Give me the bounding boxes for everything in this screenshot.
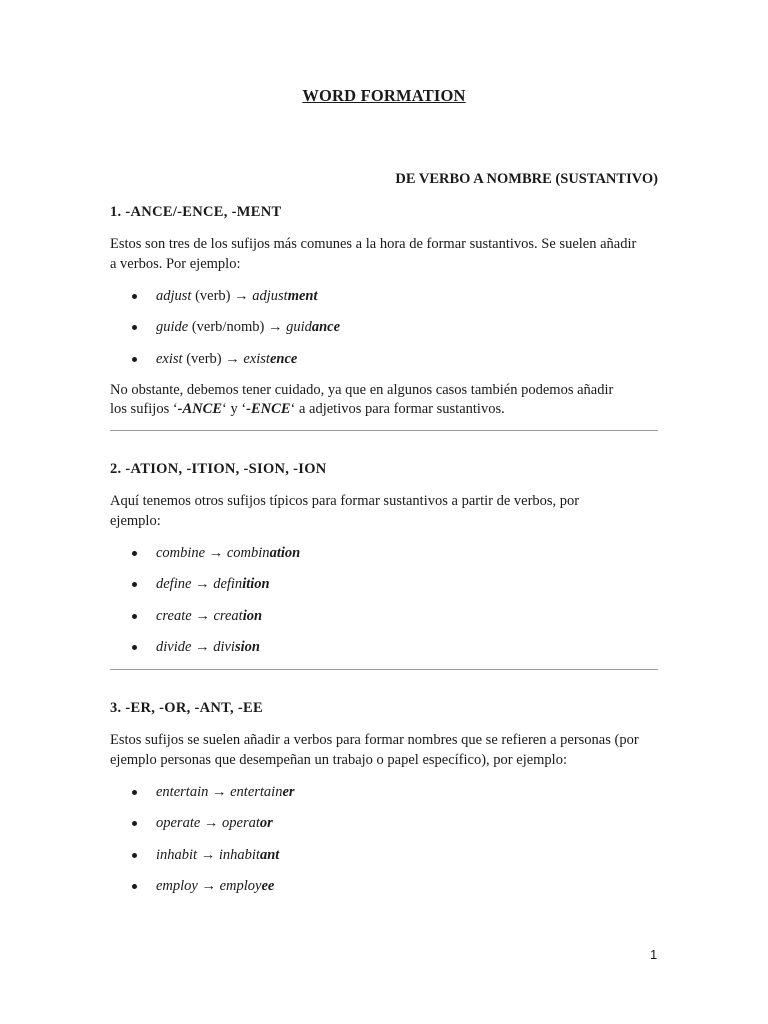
outro-line: No obstante, debemos tener cuidado, ya que en algunos casos también podemos añadir	[110, 381, 614, 398]
section-ation-ition-sion-ion	[110, 461, 658, 669]
list-item	[110, 318, 658, 349]
list-item	[110, 544, 658, 575]
example-stem: guid	[282, 319, 312, 336]
example-suffix: ment	[287, 288, 318, 304]
example-note: (verb)	[191, 288, 235, 304]
example-suffix: or	[259, 815, 273, 832]
example-stem: defin	[209, 576, 243, 593]
page-number: 1	[650, 947, 658, 962]
example-base: exist	[156, 350, 183, 367]
arrow-icon: →	[201, 877, 216, 894]
example-stem: employ	[216, 877, 262, 894]
example-suffix: ion	[242, 607, 263, 624]
section-intro: Estos sufijos se suelen añadir a verbos para formar nombres que se refieren a personas (por ejemplo personas que desempeñan un trabajo o papel específico), por ejemplo:	[110, 732, 639, 768]
arrow-icon: →	[208, 545, 224, 561]
example-note: (verb)	[182, 350, 226, 367]
arrow-icon: →	[195, 638, 210, 655]
section-heading: 2. -ATION, -ITION, -SION, -ION	[110, 461, 327, 477]
example-list	[110, 544, 658, 669]
outro-mid: ‘ y ‘	[222, 401, 247, 418]
page-subtitle: DE VERBO A NOMBRE (SUSTANTIVO)	[395, 171, 658, 187]
section-outro	[110, 381, 658, 420]
example-base: employ	[156, 877, 198, 894]
outro-suffix-ence: -ENCE	[246, 401, 291, 418]
example-suffix: ation	[269, 545, 301, 561]
list-item	[110, 638, 658, 669]
example-base: entertain	[156, 784, 209, 800]
bullet-icon	[132, 790, 137, 795]
list-item	[110, 814, 658, 845]
example-base: guide	[156, 319, 189, 336]
example-base: inhabit	[156, 846, 198, 863]
list-item	[110, 350, 658, 381]
example-base: create	[156, 607, 192, 624]
bullet-icon	[132, 645, 137, 650]
example-stem: inhabit	[215, 846, 260, 863]
outro-suffix-ance: -ANCE	[177, 401, 222, 418]
list-item	[110, 877, 658, 908]
bullet-icon	[132, 614, 137, 619]
example-stem: operat	[218, 815, 260, 832]
example-suffix: sion	[234, 638, 260, 655]
example-stem: adjust	[248, 288, 288, 304]
arrow-icon: →	[203, 815, 219, 832]
arrow-icon: →	[211, 784, 227, 800]
list-item	[110, 846, 658, 877]
example-base: combine	[156, 545, 206, 561]
section-divider	[110, 669, 658, 670]
section-er-or-ant-ee	[110, 700, 658, 908]
list-item	[110, 607, 658, 638]
bullet-icon	[132, 294, 137, 299]
example-suffix: ence	[269, 350, 298, 367]
example-base: adjust	[156, 288, 192, 304]
arrow-icon: →	[195, 607, 210, 624]
example-suffix: er	[282, 784, 295, 800]
example-stem: entertain	[226, 784, 283, 800]
example-suffix: ance	[311, 319, 341, 336]
list-item	[110, 575, 658, 606]
arrow-icon: →	[225, 350, 240, 367]
example-stem: combin	[223, 545, 270, 561]
page-title: WORD FORMATION	[302, 86, 466, 105]
example-suffix: ee	[261, 877, 275, 894]
bullet-icon	[132, 582, 137, 587]
arrow-icon: →	[195, 576, 210, 593]
list-item	[110, 287, 658, 318]
example-stem: exist	[239, 350, 270, 367]
example-stem: divi	[209, 638, 235, 655]
outro-pre: los sufijos ‘	[110, 401, 178, 418]
example-base: define	[156, 576, 192, 593]
section-divider	[110, 430, 658, 431]
example-note: (verb/nomb)	[188, 319, 268, 336]
outro-post: ‘ a adjetivos para formar sustantivos.	[290, 401, 505, 418]
bullet-icon	[132, 884, 137, 889]
section-heading: 1. -ANCE/-ENCE, -MENT	[110, 204, 282, 220]
section-intro: Aquí tenemos otros sufijos típicos para formar sustantivos a partir de verbos, por ejemplo:	[110, 493, 580, 529]
section-ance-ence-ment	[110, 204, 658, 420]
bullet-icon	[132, 325, 137, 330]
arrow-icon: →	[267, 319, 283, 336]
example-suffix: ition	[242, 576, 270, 593]
bullet-icon	[132, 551, 137, 556]
list-item	[110, 783, 658, 814]
example-base: divide	[156, 638, 192, 655]
bullet-icon	[132, 853, 137, 858]
bullet-icon	[132, 821, 137, 826]
arrow-icon: →	[234, 288, 249, 304]
example-stem: creat	[209, 607, 243, 624]
section-intro: Estos son tres de los sufijos más comunes a la hora de formar sustantivos. Se suelen añadir a verbos. Por ejemplo:	[110, 236, 637, 272]
arrow-icon: →	[200, 846, 216, 863]
example-list	[110, 287, 658, 381]
section-heading: 3. -ER, -OR, -ANT, -EE	[110, 700, 263, 716]
example-suffix: ant	[259, 846, 280, 863]
bullet-icon	[132, 357, 137, 362]
example-base: operate	[156, 815, 201, 832]
example-list	[110, 783, 658, 908]
